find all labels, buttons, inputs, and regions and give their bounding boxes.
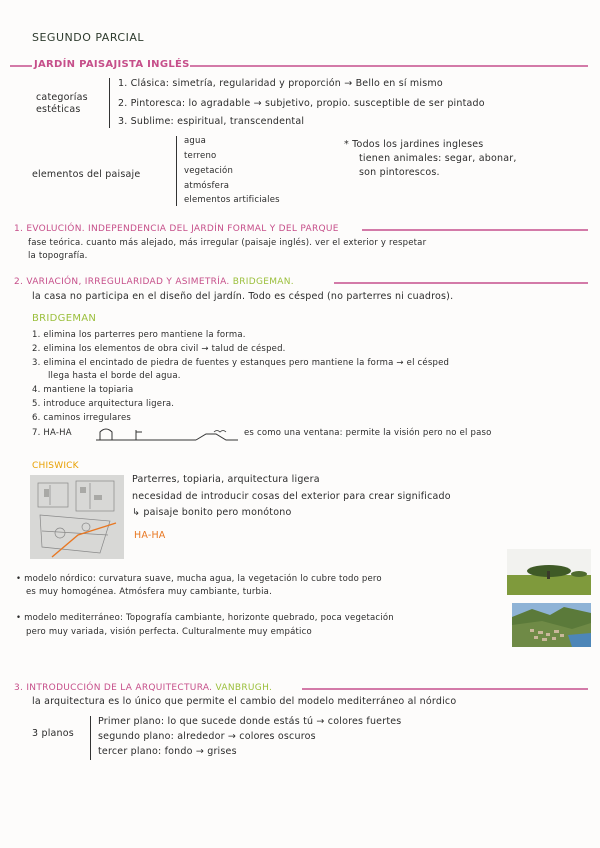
paragraph-line: la topografía. <box>28 251 88 261</box>
section-heading-evolucion: 1. EVOLUCIÓN. INDEPENDENCIA DEL JARDÍN FORMAL Y DEL PARQUE <box>14 224 339 234</box>
haha-description: es como una ventana: permite la visión pero no el paso <box>244 428 492 438</box>
note-line: tienen animales: segar, abonar, <box>359 153 517 164</box>
heading-rule <box>190 65 588 67</box>
section-heading-variacion <box>14 277 294 287</box>
plano-item: Primer plano: lo que sucede donde estás tú → colores fuertes <box>98 716 402 727</box>
bridgeman-label: BRIDGEMAN <box>32 313 97 324</box>
elementos-label: elementos del paisaje <box>32 169 141 180</box>
elemento-item: terreno <box>184 151 217 161</box>
categoria-item: 3. Sublime: espiritual, transcendental <box>118 116 305 127</box>
heading-rule <box>362 229 588 231</box>
section-heading-arquitectura <box>14 683 272 693</box>
heading-text: 2. VARIACIÓN, IRREGULARIDAD Y ASIMETRÍA. <box>14 277 230 287</box>
categoria-item: 2. Pintoresca: lo agradable → subjetivo, propio. susceptible de ser pintado <box>118 98 485 109</box>
bridgeman-step: llega hasta el borde del agua. <box>48 371 181 381</box>
brace <box>176 136 177 206</box>
heading-rule <box>334 282 588 284</box>
heading-accent: BRIDGEMAN. <box>232 277 294 287</box>
chiswick-line: necesidad de introducir cosas del exterior para crear significado <box>132 491 451 502</box>
modelo-mediterraneo-line: • modelo mediterráneo: Topografía cambiante, horizonte quebrado, poca vegetación <box>16 613 394 623</box>
plano-item: tercer plano: fondo → grises <box>98 746 237 757</box>
section-heading-jardin-ingles: JARDÍN PAISAJISTA INGLÉS <box>34 59 190 70</box>
note-line: son pintorescos. <box>359 167 440 178</box>
paragraph-line: la arquitectura es lo único que permite el cambio del modelo mediterráneo al nórdico <box>32 696 457 707</box>
bridgeman-step: 6. caminos irregulares <box>32 413 132 423</box>
note-line: * Todos los jardines ingleses <box>344 139 484 150</box>
elemento-item: atmósfera <box>184 181 230 191</box>
nordic-landscape-image <box>507 549 591 595</box>
modelo-nordico-line: • modelo nórdico: curvatura suave, mucha agua, la vegetación lo cubre todo pero <box>16 574 382 584</box>
chiswick-haha-label: HA-HA <box>134 530 166 541</box>
brace <box>90 716 91 760</box>
categorias-label: estéticas <box>36 104 81 115</box>
bridgeman-step: 3. elimina el encintado de piedra de fuentes y estanques pero mantiene la forma → el césped <box>32 358 450 368</box>
bridgeman-step: 7. HA-HA <box>32 428 72 438</box>
categoria-item: 1. Clásica: simetría, regularidad y proporción → Bello en sí mismo <box>118 78 443 89</box>
paragraph-line: la casa no participa en el diseño del jardín. Todo es césped (no parterres ni cuadros). <box>32 291 454 302</box>
paragraph-line: fase teórica. cuanto más alejado, más irregular (paisaje inglés). ver el exterior y respetar <box>28 238 427 248</box>
elemento-item: vegetación <box>184 166 234 176</box>
chiswick-plan-image <box>30 475 124 559</box>
chiswick-label: CHISWICK <box>32 461 79 471</box>
planos-label: 3 planos <box>32 728 74 739</box>
bridgeman-step: 1. elimina los parterres pero mantiene la forma. <box>32 330 246 340</box>
bridgeman-step: 5. introduce arquitectura ligera. <box>32 399 175 409</box>
modelo-mediterraneo-line: pero muy variada, visión perfecta. Culturalmente muy empático <box>26 627 312 637</box>
chiswick-line: Parterres, topiaria, arquitectura ligera <box>132 474 320 485</box>
bridgeman-step: 4. mantiene la topiaria <box>32 385 134 395</box>
bridgeman-step: 2. elimina los elementos de obra civil → talud de césped. <box>32 344 286 354</box>
heading-rule <box>10 65 32 67</box>
plano-item: segundo plano: alrededor → colores oscuros <box>98 731 316 742</box>
elemento-item: agua <box>184 136 207 146</box>
chiswick-line: ↳ paisaje bonito pero monótono <box>132 507 292 518</box>
elemento-item: elementos artificiales <box>184 195 280 205</box>
heading-text: 3. INTRODUCCIÓN DE LA ARQUITECTURA. <box>14 683 213 693</box>
mediterranean-landscape-image <box>512 603 591 647</box>
heading-rule <box>302 688 588 690</box>
modelo-nordico-line: es muy homogénea. Atmósfera muy cambiante, turbia. <box>26 587 272 597</box>
heading-accent: VANBRUGH. <box>215 683 273 693</box>
haha-sketch <box>96 424 238 444</box>
brace <box>109 78 110 128</box>
page-title: SEGUNDO PARCIAL <box>32 31 144 44</box>
categorias-label: categorías <box>36 92 88 103</box>
